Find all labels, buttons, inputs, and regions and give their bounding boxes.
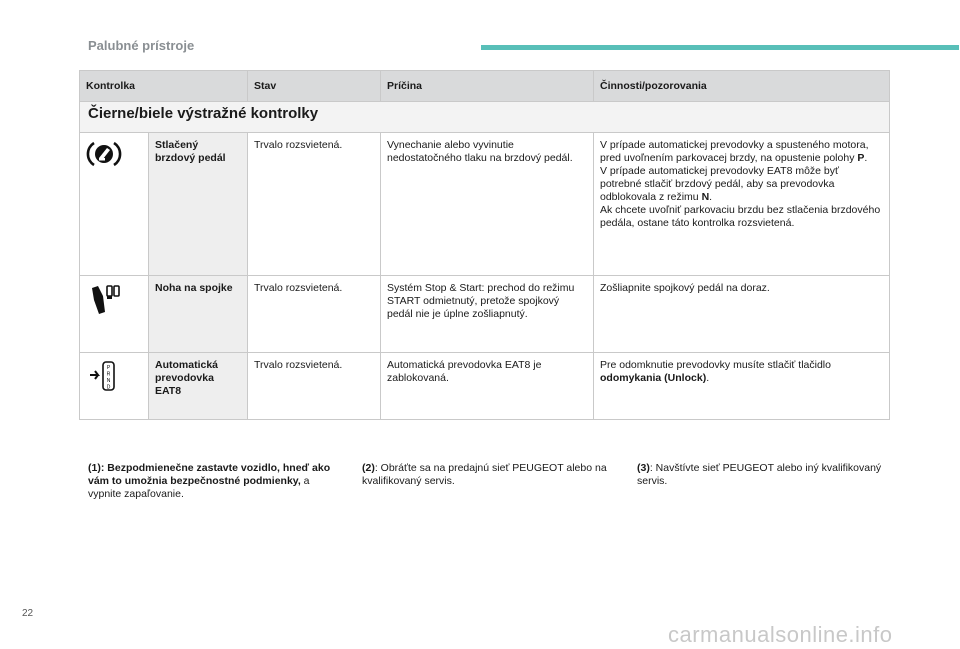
light-name: Noha na spojke xyxy=(149,276,248,353)
footnote-3 xyxy=(637,462,882,488)
action-text: V prípade automatickej prevodovky EAT8 môže byť potrebné stlačiť brzdový pedál, aby sa prevodovka odblokovala z režimu xyxy=(600,165,839,203)
footnote-marker: (3) xyxy=(637,462,650,474)
page-header-title: Palubné prístroje xyxy=(88,38,195,53)
light-name: Stlačený brzdový pedál xyxy=(149,133,248,276)
footnote-marker: (1) xyxy=(88,462,101,474)
table-row xyxy=(80,353,890,420)
action-text: Ak chcete uvoľniť parkovaciu brzdu bez stlačenia brzdového pedála, ostane táto kontrolka rozsvietená. xyxy=(600,204,881,229)
light-state: Trvalo rozsvietená. xyxy=(248,133,381,276)
table-header-row xyxy=(80,71,890,102)
light-name: Automatická prevodovka EAT8 xyxy=(149,353,248,420)
light-state: Trvalo rozsvietená. xyxy=(248,353,381,420)
svg-text:N: N xyxy=(106,378,111,384)
footnote-text: : Navštívte sieť PEUGEOT alebo iný kvalifikovaný servis. xyxy=(637,462,882,487)
foot-on-clutch-icon xyxy=(86,282,122,316)
warning-lights-table xyxy=(79,70,890,420)
light-cause: Systém Stop & Start: prechod do režimu START odmietnutý, pretože spojkový pedál nie je úplne zošliapnutý. xyxy=(381,276,594,353)
light-cause: Automatická prevodovka EAT8 je zablokovaná. xyxy=(381,353,594,420)
footnote-text: : Obráťte sa na predajnú sieť PEUGEOT alebo na kvalifikovaný servis. xyxy=(362,462,607,487)
icon-cell xyxy=(80,353,149,420)
brake-pedal-icon xyxy=(86,139,122,169)
light-action: V prípade automatickej prevodovky a spusteného motora, pred uvoľnením parkovacej brzdy, na opustenie polohy P. V prípade automatickej prevodovky EAT8 môže byť potrebné stlačiť brzdový pedál, aby sa prevodovka odblokovala z režimu N. Ak chcete uvoľniť parkovaciu brzdu bez stlačenia brzdového pedála, ostane táto kontrolka rozsvietená. xyxy=(594,133,890,276)
action-text: Pre odomknutie prevodovky musíte stlačiť tlačidlo xyxy=(600,359,831,371)
column-header-kontrolka: Kontrolka xyxy=(80,71,248,102)
column-header-stav: Stav xyxy=(248,71,381,102)
light-cause: Vynechanie alebo vyvinutie nedostatočného tlaku na brzdový pedál. xyxy=(381,133,594,276)
svg-text:R: R xyxy=(106,371,111,378)
icon-cell xyxy=(80,133,149,276)
action-text: V prípade automatickej prevodovky a spusteného motora, pred uvoľnením parkovacej brzdy, na opustenie polohy xyxy=(600,139,869,164)
column-header-pricina: Príčina xyxy=(381,71,594,102)
section-title: Čierne/biele výstražné kontrolky xyxy=(80,102,890,133)
table-row xyxy=(80,133,890,276)
light-action: Pre odomknutie prevodovky musíte stlačiť tlačidlo odomykania (Unlock). xyxy=(594,353,890,420)
icon-cell xyxy=(80,276,149,353)
footnote-text: a vypnite zapaľovanie. xyxy=(88,475,310,500)
column-header-cinnosti: Činnosti/pozorovania xyxy=(594,71,890,102)
page-number: 22 xyxy=(22,608,34,619)
gearbox-lock-icon xyxy=(86,359,122,393)
footnote-1: (1): Bezpodmienečne zastavte vozidlo, hneď ako vám to umožnia bezpečnostné podmienky, a vypnite zapaľovanie. xyxy=(88,462,331,500)
watermark: carmanualsonline.info xyxy=(668,622,893,647)
svg-text:D: D xyxy=(106,384,111,391)
footnote-marker: (2) xyxy=(362,462,375,474)
svg-text:P: P xyxy=(106,365,111,371)
light-action: Zošliapnite spojkový pedál na doraz. xyxy=(594,276,890,353)
footnote-2 xyxy=(362,462,607,488)
header-accent-bar xyxy=(481,45,959,50)
light-state: Trvalo rozsvietená. xyxy=(248,276,381,353)
action-bold: odomykania (Unlock) xyxy=(600,372,707,384)
table-row xyxy=(80,276,890,353)
footnote-bold: Bezpodmienečne zastavte vozidlo, hneď ako vám to umožnia bezpečnostné podmienky, xyxy=(88,462,331,487)
section-row xyxy=(80,102,890,133)
action-bold: N xyxy=(701,191,710,203)
action-bold: P xyxy=(857,152,865,164)
